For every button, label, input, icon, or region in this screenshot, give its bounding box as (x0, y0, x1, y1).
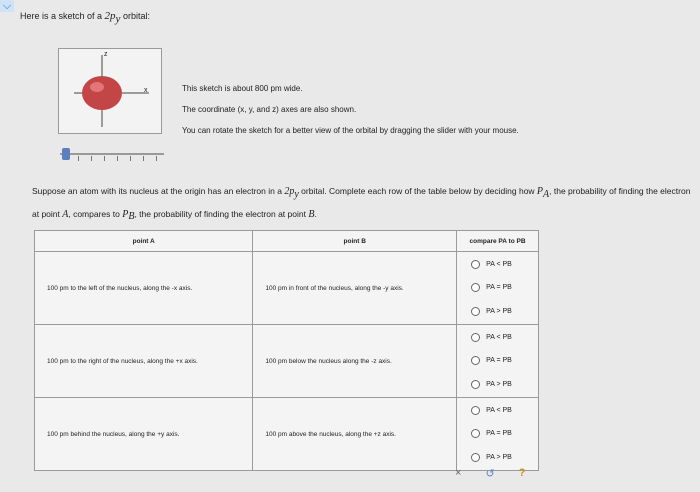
collapse-chevron-icon[interactable]: ⌵ (0, 0, 14, 12)
question-text: Suppose an atom with its nucleus at the origin has an electron in a $2p_y$ orbital. Complete each row of the table below by deciding how $P_A$, the probability of finding the electron at point A, compares to $P_B$, the probability of finding the electron at point B. (32, 186, 691, 223)
point-a-cell: 100 pm to the left of the nucleus, along the -x axis. (35, 252, 253, 325)
point-b-cell: 100 pm in front of the nucleus, along the -y axis. (253, 252, 457, 325)
z-axis-label: z (104, 51, 108, 58)
slider-thumb[interactable] (62, 148, 70, 160)
clear-button[interactable]: × (455, 467, 462, 479)
header-point-b: point B (253, 231, 457, 252)
option-less[interactable]: PA < PB (471, 333, 537, 342)
slider-track[interactable] (60, 153, 164, 155)
table-row (35, 325, 539, 398)
option-equal[interactable]: PA = PB (471, 356, 537, 365)
option-equal[interactable]: PA = PB (471, 283, 537, 292)
option-greater[interactable]: PA > PB (471, 380, 537, 389)
comparison-table (34, 230, 539, 471)
point-b-cell: 100 pm below the nucleus along the -z axis. (253, 325, 457, 398)
point-b-cell: 100 pm above the nucleus, along the +z axis. (253, 398, 457, 471)
rotation-slider[interactable] (60, 148, 164, 160)
note-width: This sketch is about 800 pm wide. (182, 84, 303, 93)
compare-cell (457, 252, 539, 325)
note-axes: The coordinate (x, y, and z) axes are also shown. (182, 105, 357, 114)
compare-cell (457, 398, 539, 471)
option-less[interactable]: PA < PB (471, 260, 537, 269)
sketch-notes (182, 78, 519, 141)
point-a-cell: 100 pm to the right of the nucleus, along the +x axis. (35, 325, 253, 398)
x-axis-label: x (144, 87, 148, 94)
orbital-sketch[interactable] (58, 48, 162, 134)
table-row (35, 252, 539, 325)
option-equal[interactable]: PA = PB (471, 429, 537, 438)
option-less[interactable]: PA < PB (471, 406, 537, 415)
header-compare: compare PA to PB (457, 231, 539, 252)
undo-button[interactable]: ↺ (485, 468, 495, 480)
option-greater[interactable]: PA > PB (471, 453, 537, 462)
intro-text: Here is a sketch of a $2p_y$ orbital: (20, 10, 150, 25)
help-button[interactable]: ? (518, 467, 526, 479)
point-a-cell: 100 pm behind the nucleus, along the +y axis. (35, 398, 253, 471)
table-row (35, 398, 539, 471)
option-greater[interactable]: PA > PB (471, 307, 537, 316)
note-rotate: You can rotate the sketch for a better view of the orbital by dragging the slider with your mouse. (182, 126, 519, 135)
compare-cell (457, 325, 539, 398)
header-point-a: point A (35, 231, 253, 252)
action-bar (455, 467, 525, 480)
